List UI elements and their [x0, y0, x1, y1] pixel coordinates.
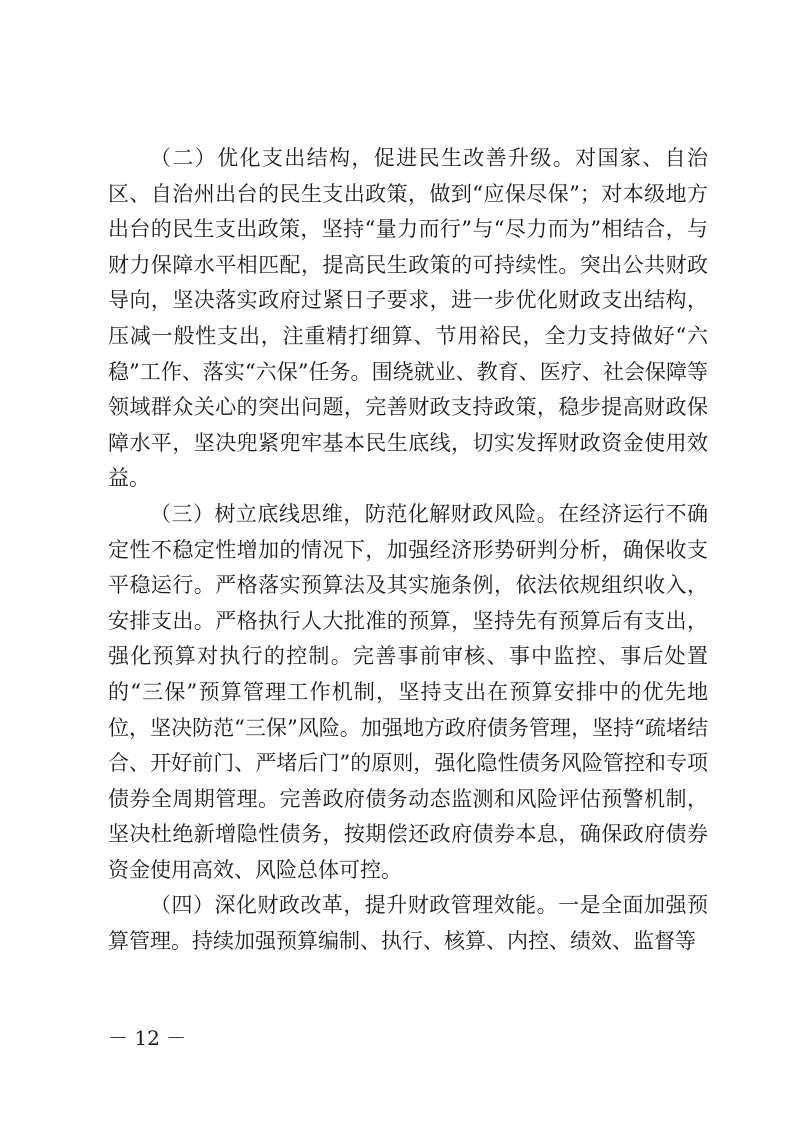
paragraph-heading: （三）树立底线思维，防范化解财政风险。 [150, 501, 559, 526]
paragraph-heading: （四）深化财政改革，提升财政管理效能。 [150, 893, 559, 918]
paragraph-text: 一是全面加强预算管理。持续加强预算编制、执行、核算、内控、绩效、监督等 [108, 893, 709, 954]
paragraph-heading: （二）优化支出结构，促进民生改善升级。 [150, 146, 576, 170]
page-number: － 12 － [108, 1026, 187, 1050]
paragraph-deepen-reform [108, 888, 708, 959]
paragraph-text: 在经济运行不确定性不稳定性增加的情况下，加强经济形势研判分析，确保收支平稳运行。严格落实预算法及其实施条例，依法依规组织收入，安排支出。严格执行人大批准的预算，坚持先有预算后有支出，强化预算对执行的控制。完善事前审核、事中监控、事后处置的“三保”预算管理工作机制，坚持支出在预算安排中的优先地位，坚决防范“三保”风险。加强地方政府债务管理，坚持“疏堵结合、开好前门、严堵后门”的原则，强化隐性债务风险管控和专项债券全周期管理。完善政府债务动态监测和风险评估预警机制，坚决杜绝新增隐性债务，按期偿还政府债券本息，确保政府债券资金使用高效、风险总体可控。 [108, 501, 709, 882]
paragraph-text: 对国家、自治区、自治州出台的民生支出政策，做到“应保尽保”；对本级地方出台的民生支出政策，坚持“量力而行”与“尽力而为”相结合，与财力保障水平相匹配，提高民生政策的可持续性。突出公共财政导向，坚决落实政府过紧日子要求，进一步优化财政支出结构，压减一般性支出，注重精打细算、节用裕民，全力支持做好“六稳”工作、落实“六保”任务。围绕就业、教育、医疗、社会保障等领域群众关心的突出问题，完善财政支持政策，稳步提高财政保障水平，坚决兜紧兜牢基本民生底线，切实发挥财政资金使用效益。 [108, 146, 708, 491]
paragraph-bottom-line-thinking [108, 497, 708, 889]
paragraph-optimize-spending [108, 141, 708, 497]
document-body [108, 141, 708, 960]
